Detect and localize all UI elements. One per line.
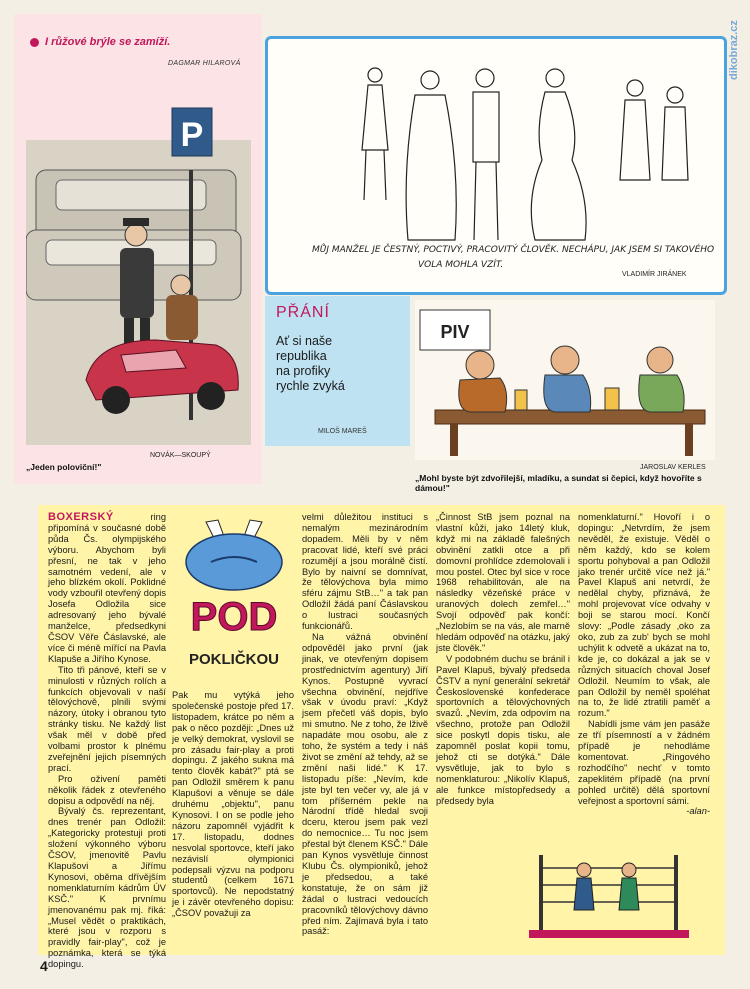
paragraph: Pro oživení paměti několik řádek z otevřeného dopisu a odpovědí na něj. bbox=[48, 773, 166, 806]
paragraph: „Činnost StB jsem poznal na vlastní kůži, jako 14letý kluk, když mi na základě falešných obvinění zatkli otce a při domovní prohlídce zdemolovali i mou postel. Otec byl sice v roce 1968 rehabilitován, ale na následky vězeňské práce v uranových dolech zemřel…" Svojí odpověď pak končí: „Nezlobím se na vás, ale marně hledám odpověď na otázku, jaký jste člověk." bbox=[436, 512, 570, 653]
pub-cartoon bbox=[415, 300, 715, 460]
paragraph: Nabídli jsme vám jen pasáže ze tří písemností a v žádném případě je nehodláme komentovat. „Ringového rozhodčího" nechť v tomto zapeklitém případě (na první pohled určitě) dělá sportovní veřejnost a sportovní sámi. bbox=[578, 719, 710, 806]
bullet-icon bbox=[30, 38, 39, 47]
parking-sign: P bbox=[180, 116, 204, 154]
article-column-3 bbox=[302, 512, 428, 937]
cartoon-credit: JAROSLAV KERLES bbox=[640, 464, 706, 471]
signature: -alan- bbox=[686, 806, 710, 817]
poem-line: na profiky bbox=[276, 364, 331, 378]
cartoon-credit: NOVÁK—SKOUPÝ bbox=[150, 452, 211, 459]
paragraph: Bývalý čs. reprezentant, dnes trenér pan Odložil: „Kategoricky protestuji proti složení výkonného výboru ČSOV, jmenovitě Pavlu Klapušovi a Jiřímu Kynosovi, oběma dřívějším nomenklaturním kádrům ÚV KSČ." K prvnímu jmenovanému pak mj. říká: „Musel vědět o praktikách, které jsou v rozporu s pravidly fair-play", což je poznámka, která se týká dopingu. bbox=[48, 806, 166, 970]
cartoon-caption-line1: MŮJ MANŽEL JE ČESTNÝ, POCTIVÝ, PRACOVITÝ ČLOVĚK. NECHÁPU, JAK JSEM SI TAKOVÉHO bbox=[312, 245, 715, 255]
illustration-subtitle: POKLIČKOU bbox=[189, 651, 279, 668]
poem-line: rychle zvyká bbox=[276, 379, 345, 393]
cartoon-caption: „Jeden poloviční!" bbox=[26, 462, 102, 472]
section-header: I růžové brýle se zamíží. bbox=[30, 36, 170, 48]
paragraph: ring připomíná v současné době půda Čs. olympijského výboru. Abychom byli přesní, ne tak v jeho samotném vedení, ale v jeho blízkém okolí. Poklidné vody vzbouřil otevřený dopis Josefa Odložila sice adresovaný jeho bývalé manželce, předsedkyni ČSOV Věře Čáslavské, ale více či méně mířící na Pavla Klapuše a Jiřího Kynose. bbox=[48, 512, 166, 664]
illustration-title: POD bbox=[190, 595, 278, 639]
paragraph: V podobném duchu se bránil i Pavel Klapuš, bývalý předseda ČSTV a nyní generální sekretář Československé konfederace sportovních a tělovýchovných svazů. „Nevím, zda odpovím na všechno, protože pan Odložil sice poskytl dopis tisku, ale zapomněl poslat kopii tomu, jehož cti se dotýká." Dále vysvětluje, jak to bylo s nomenklaturou: „Nikolív Klapuš, ale funkce místopředsedy a předsedy byla bbox=[436, 653, 570, 806]
pod-poklickou-illustration bbox=[176, 512, 292, 687]
poem-line: Ať si naše bbox=[276, 334, 333, 348]
pub-sign: PIV bbox=[440, 322, 470, 342]
paragraph: nomenklaturní." Hovoří i o dopingu: „Netvrdím, že jsem nevěděl, že existuje. Věděl o něm každý, kdo se kolem sportu pohyboval a pan Odložil jako trenér určitě více než já." Pavel Klapuš ani netvrdí, že nedělal chyby, přiznává, že mohl projevovat více odvahy v boji se starou mocí. Končí slovy: „Podle zásady ‚oko za oko, zub za zub' bych se mohl uchýlit k odvetě a ukázat na to, kde je, co dokázal a jak se v různých situacích choval Josef Odložil. Neumím to však, ale pan Odložil by neměl spoléhat na to, že lidé ztratili paměť a rozum." bbox=[578, 512, 710, 719]
page-number: 4 bbox=[40, 958, 48, 974]
paragraph: Tito tři pánové, kteří se v minulosti v různých rolích a funkcích objevovali v naší tělovýchově, plnili svými názory, útoky i obranou tyto stránky tisku. Ne každý list však měl v době před volbami prostor k plnému zveřejnění jejich písemných prací. bbox=[48, 664, 166, 773]
cartoon-caption-line2: VOLA MOHLA VZÍT. bbox=[418, 260, 504, 270]
cartoon-credit: VLADIMÍR JIRÁNEK bbox=[622, 271, 687, 278]
paragraph: velmi důležitou instituci s nemalým mezinárodním dopadem. Měli by v něm pracovat lidé, kteří své práci rozumějí a jsou morálně čistí. Bylo by naivní se domnívat, že tělovýchova byla mimo sféru zájmu StB…" a tak pan Odložil žádá paní Čáslavskou o lustraci současných funkcionářů. bbox=[302, 512, 428, 632]
article-column-2 bbox=[172, 690, 294, 919]
poem-title: PŘÁNÍ bbox=[276, 304, 330, 321]
article-lead: BOXERSKÝ bbox=[48, 511, 114, 523]
poem-line: republika bbox=[276, 349, 327, 363]
party-cartoon bbox=[290, 50, 700, 250]
poem-author: MILOŠ MAREŠ bbox=[318, 428, 367, 435]
paragraph: Pak mu vytýká jeho společenské postoje před 17. listopadem, krátce po něm a pak o něco později: „Dnes už je velký demokrat, vyslovil se pro zásadu fair-play a proti dopingu. Z jakého sukna má tento člověk kabát?" ptá se pan Odložil směrem k panu Klapušovi a věnuje se dále druhému „objektu", panu Kynosovi. I on se podle jeho názoru zapomněl vyjádřit k 17. listopadu, dodnes nesvolal sportovce, kteří jako nezávislí olympionici podepsali výzvu na podporu studentů (celkem 1671 sportovců). Ne nepodstatný je i závěr otevřeného dopisu: „ČSOV považuji za bbox=[172, 690, 294, 919]
watermark: dikobraz.cz bbox=[728, 20, 740, 80]
parking-cartoon bbox=[26, 100, 251, 445]
article-column-5 bbox=[578, 512, 710, 817]
cartoon-caption: „Mohl byste být zdvořilejší, mladíku, a sundat si čepici, když hovoříte s dámou!" bbox=[415, 473, 702, 493]
poem-text bbox=[276, 334, 401, 394]
article-column-1 bbox=[48, 512, 166, 970]
paragraph: Na vážná obvinění odpověděl jako první (jak jinak, ve otevřeným dopisem prostřednictvím agentury) Jiří Kynos. Postupně vyvrací všechna obvinění, nejdříve však v úvodu praví: „Když jsem přečetl váš dopis, bylo mi smutno. Ne z toho, že lživě napadáte mou osobu, ale z toho, že systém a tedy i náš život se změní až tehdy, až se změní naši lidé." K 17. listopadu píše: „Nevím, kde jste byl ten večer vy, ale já v tom příšerném pekle na Národní třídě hledal svoji dceru, kterou jsem pak vezl do nemocnice… Tu noc jsem přestal být členem KSČ." Dále pan Kynos vysvětluje činnost Klubu Čs. olympioniků, jehož je předsedou, a také konstatuje, že on sám již žádal o lustraci vedoucích pracovníků tělovýchovy dávno před ním. Zajímavá byla i tato pasáž: bbox=[302, 631, 428, 937]
author: DAGMAR HILAROVÁ bbox=[168, 60, 241, 67]
article-column-4 bbox=[436, 512, 570, 806]
boxing-ring-illustration bbox=[444, 840, 709, 950]
